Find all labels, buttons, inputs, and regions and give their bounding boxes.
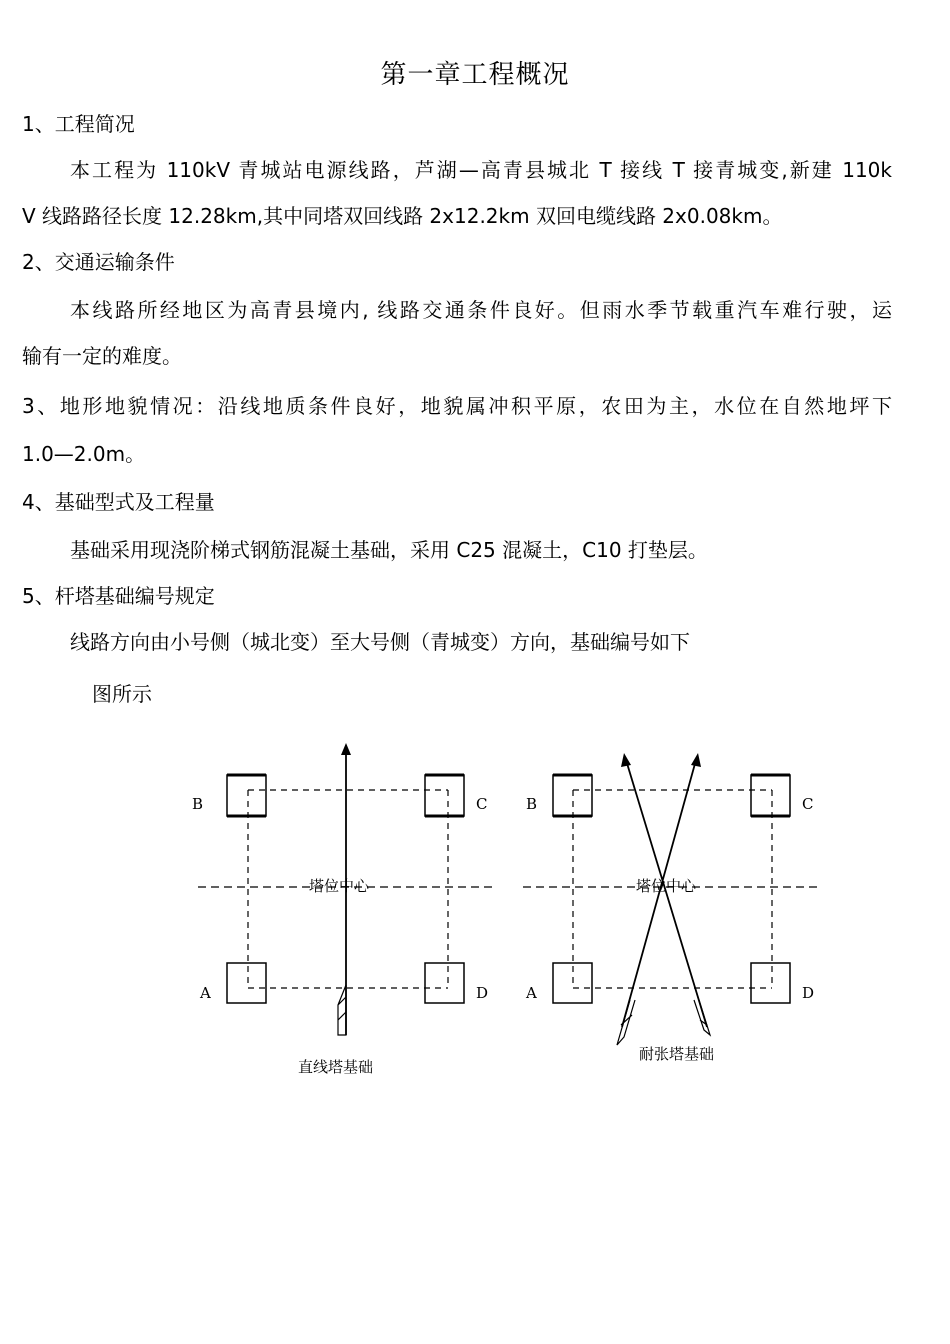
section-1-line-1: 本工程为 110kV 青城站电源线路，芦湖—高青县城北 T 接线 T 接青城变,新建 110k bbox=[70, 158, 892, 182]
section-1-line-2: V 线路路径长度 12.28km,其中同塔双回线路 2x12.2km 双回电缆线路 2x0.08km。 bbox=[22, 204, 783, 228]
label-c-left: C bbox=[476, 795, 488, 813]
caption-tension-tower: 耐张塔基础 bbox=[639, 1045, 715, 1063]
foundation-numbering-diagram bbox=[180, 735, 840, 1080]
foundation-d-square-right bbox=[751, 963, 790, 1003]
label-d-right: D bbox=[802, 984, 815, 1002]
section-3-heading: 3、地形地貌情况：沿线地质条件良好，地貌属冲积平原，农田为主，水位在自然地坪下 bbox=[22, 394, 892, 418]
section-2-line-1: 本线路所经地区为高青县境内, 线路交通条件良好。但雨水季节载重汽车难行驶，运 bbox=[70, 298, 892, 322]
section-2-line-2: 输有一定的难度。 bbox=[22, 344, 182, 368]
section-5-line-1: 线路方向由小号侧（城北变）至大号侧（青城变）方向，基础编号如下 bbox=[70, 630, 690, 654]
foundation-c-square-right bbox=[751, 775, 790, 816]
foundation-b-square bbox=[227, 775, 266, 816]
section-3-line-1: 1.0—2.0m。 bbox=[22, 442, 146, 466]
foundation-a-square bbox=[227, 963, 266, 1003]
caption-straight-tower: 直线塔基础 bbox=[298, 1058, 374, 1076]
tension-tower-diagram bbox=[523, 753, 822, 1045]
label-b-left: B bbox=[192, 795, 204, 813]
foundation-d-square bbox=[425, 963, 464, 1003]
label-a-right: A bbox=[526, 984, 537, 1002]
section-5-line-2: 图所示 bbox=[92, 682, 152, 706]
chapter-title: 第一章工程概况 bbox=[380, 60, 570, 90]
section-4-heading: 4、基础型式及工程量 bbox=[22, 490, 215, 514]
label-c-right: C bbox=[802, 795, 814, 813]
section-1-heading: 1、工程简况 bbox=[22, 112, 135, 136]
label-a-left: A bbox=[200, 984, 211, 1002]
label-b-right: B bbox=[526, 795, 538, 813]
section-4-line-1: 基础采用现浇阶梯式钢筋混凝土基础，采用 C25 混凝土，C10 打垫层。 bbox=[70, 538, 708, 562]
arrow-head-icon-2 bbox=[691, 753, 701, 767]
tower-center-label-right: 塔位中心 bbox=[636, 877, 697, 895]
section-5-heading: 5、杆塔基础编号规定 bbox=[22, 584, 215, 608]
section-2-heading: 2、交通运输条件 bbox=[22, 250, 175, 274]
label-d-left: D bbox=[476, 984, 489, 1002]
foundation-c-square bbox=[425, 775, 464, 816]
arrow-head-icon-1 bbox=[621, 753, 631, 767]
arrow-head-icon bbox=[341, 743, 351, 755]
tower-center-label-left: 塔位中心 bbox=[309, 877, 370, 895]
